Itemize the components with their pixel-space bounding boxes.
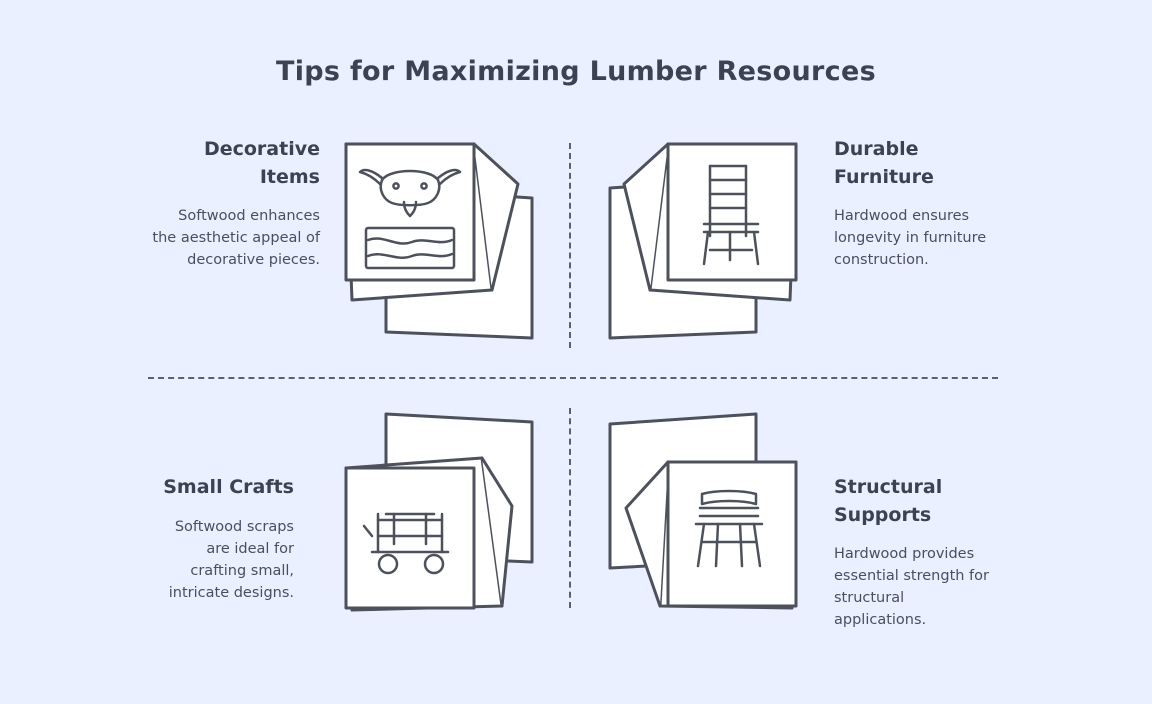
horizontal-divider bbox=[148, 377, 998, 379]
quadrant-heading-decorative-items: Decorative Items bbox=[203, 138, 320, 188]
bull-skull-and-wood-plank-icon bbox=[342, 140, 542, 350]
wooden-trestle-support-icon bbox=[606, 410, 806, 620]
vertical-divider-bottom bbox=[569, 408, 571, 608]
page-title: Tips for Maximizing Lumber Resources bbox=[276, 56, 876, 87]
quadrant-heading-structural-supports: Structural Supports bbox=[834, 476, 943, 526]
toy-wagon-icon bbox=[342, 410, 542, 620]
quadrant-body-decorative-items: Softwood enhances the aesthetic appeal of decorative pieces. bbox=[152, 208, 320, 269]
quadrant-body-structural-supports: Hardwood provides essential strength for structural applications. bbox=[834, 546, 989, 629]
quadrant-structural-supports bbox=[834, 474, 994, 631]
vertical-divider-top bbox=[569, 143, 571, 348]
quadrant-body-small-crafts: Softwood scraps are ideal for crafting small, intricate designs. bbox=[168, 518, 294, 601]
quadrant-body-durable-furniture: Hardwood ensures longevity in furniture construction. bbox=[834, 208, 987, 269]
quadrant-durable-furniture bbox=[834, 136, 1006, 271]
wooden-chair-icon bbox=[606, 140, 806, 350]
quadrant-decorative-items bbox=[150, 136, 320, 271]
quadrant-small-crafts bbox=[148, 474, 294, 604]
quadrant-heading-durable-furniture: Durable Furniture bbox=[834, 138, 934, 188]
quadrant-heading-small-crafts: Small Crafts bbox=[163, 476, 294, 498]
